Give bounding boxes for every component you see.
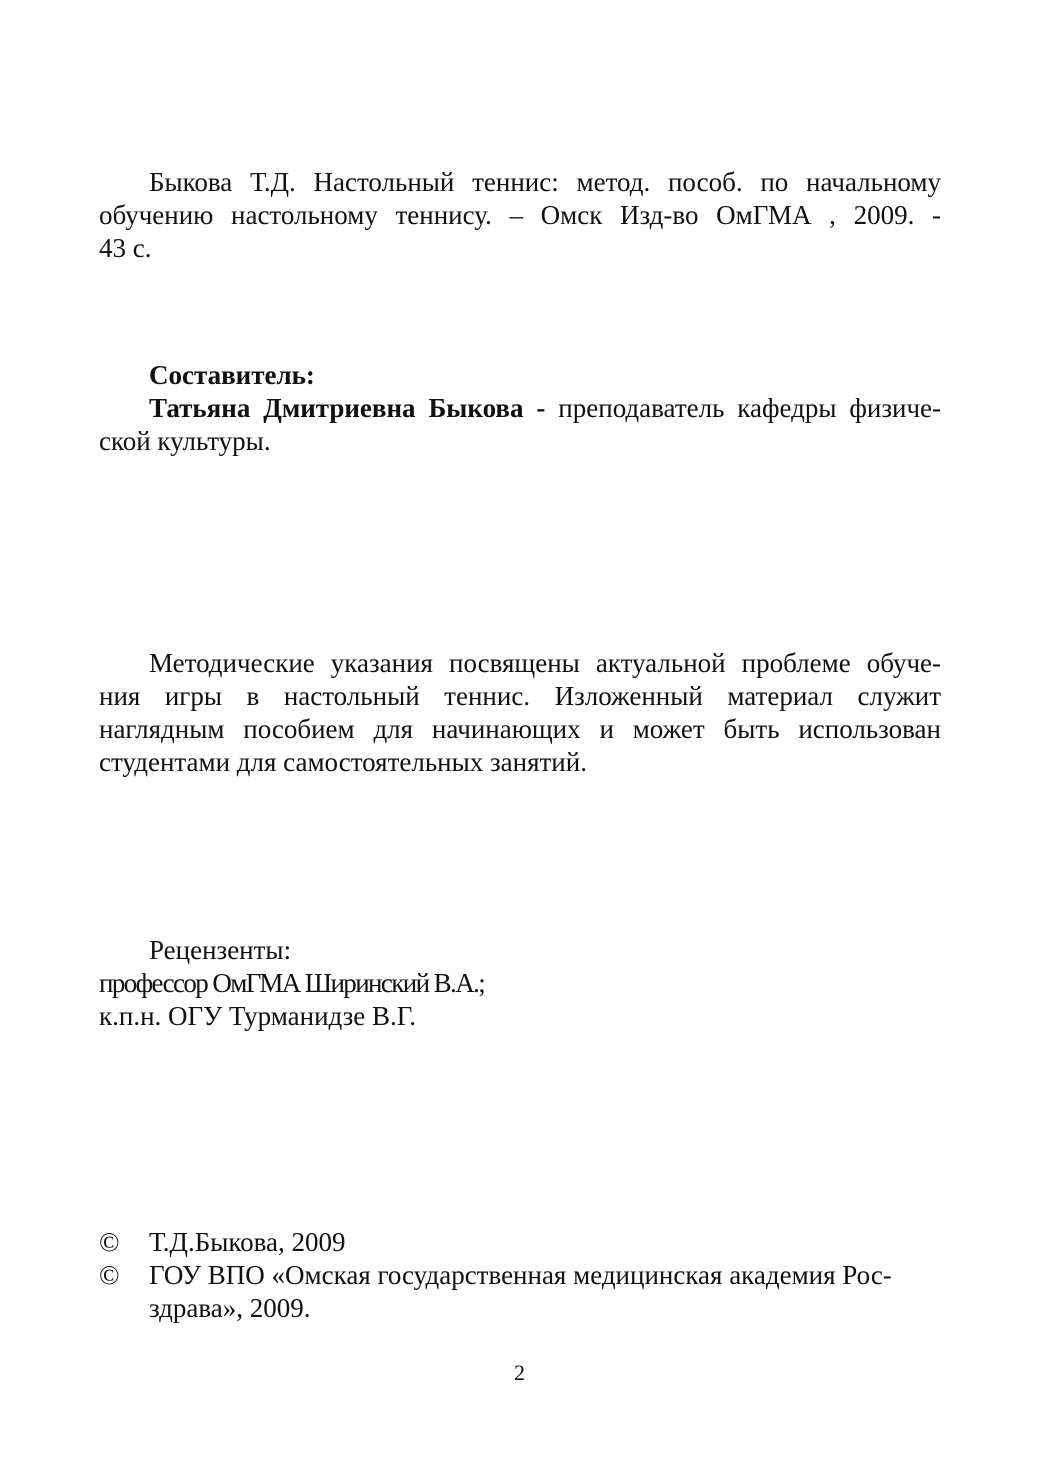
compiler-name: Татьяна Дмитриевна Быкова - [149, 393, 546, 423]
abstract-line: Методические указания посвящены актуальной проблеме обуче- [149, 648, 941, 678]
page-number: 2 [514, 1360, 525, 1385]
copyright-holder [149, 1226, 941, 1259]
reviewer-item: профессор ОмГМА Ширинский В.А.; [99, 968, 485, 998]
compiler-line [99, 392, 941, 425]
citation-line: обучению настольному теннису. – Омск Изд-во ОмГМА , 2009. - [99, 200, 941, 230]
copyright-line: Т.Д.Быкова, 2009 [149, 1227, 346, 1257]
compiler-details [99, 392, 941, 458]
compiler-role: преподаватель кафедры физиче- [545, 393, 941, 423]
compiler-heading: Составитель: [149, 360, 315, 390]
compiler-block [99, 359, 941, 458]
abstract-line: ния игры в настольный теннис. Изложенный материал служит [99, 681, 941, 711]
compiler-role-continued: ской культуры. [99, 426, 271, 456]
copyright-line: здрава», 2009. [149, 1293, 311, 1323]
citation-line: 43 с. [99, 233, 152, 263]
reviewer-item: к.п.н. ОГУ Турманидзе В.Г. [99, 1001, 417, 1031]
copyright-icon: © [99, 1260, 120, 1290]
copyright-holder [149, 1259, 941, 1325]
citation-line: Быкова Т.Д. Настольный теннис: метод. пособ. по начальному [149, 167, 941, 197]
copyright-entry [99, 1259, 941, 1325]
abstract-line: наглядным пособием для начинающих и может быть использован [99, 714, 941, 744]
copyright-entry [99, 1226, 941, 1259]
abstract-line: студентами для самостоятельных занятий. [99, 747, 587, 777]
copyright-line: ГОУ ВПО «Омская государственная медицинская академия Рос- [149, 1260, 892, 1290]
citation-block [99, 166, 941, 265]
copyright-icon: © [99, 1227, 120, 1257]
reviewers-heading: Рецензенты: [149, 935, 292, 965]
reviewers-block [99, 934, 941, 1033]
abstract-block [99, 647, 941, 779]
copyright-block [99, 1226, 941, 1325]
